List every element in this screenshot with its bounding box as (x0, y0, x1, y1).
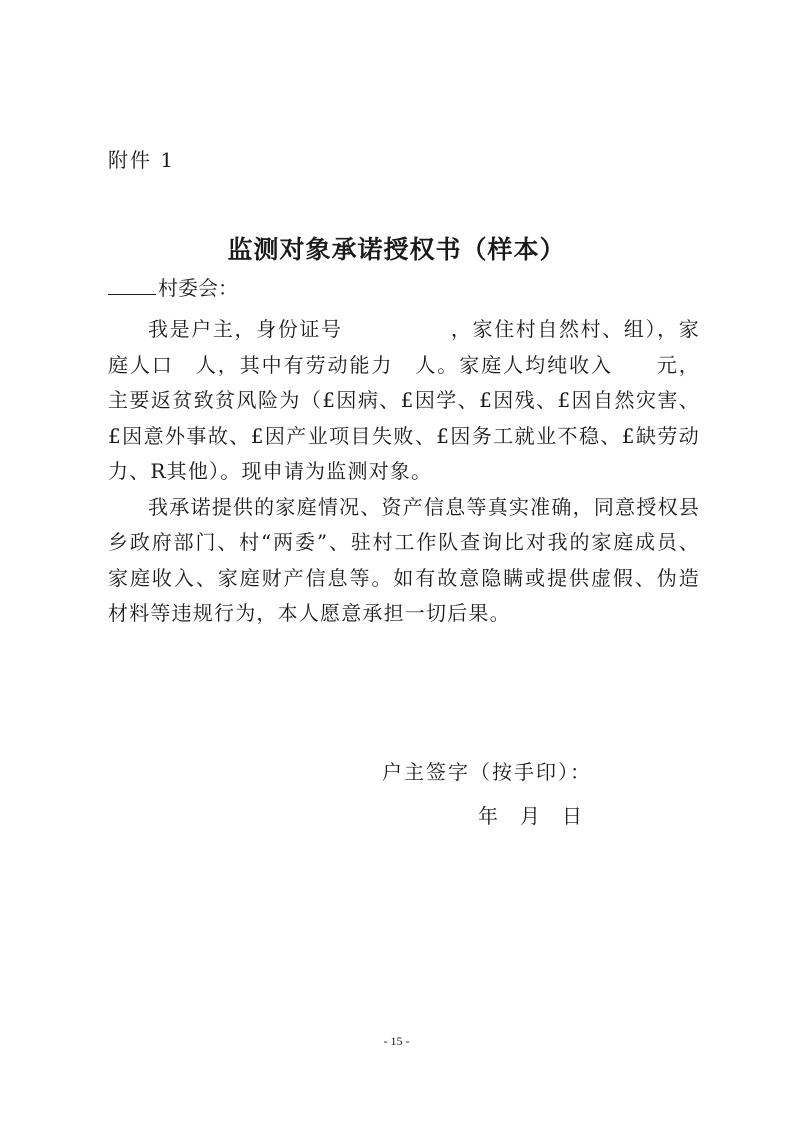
date-month: 月 (520, 804, 540, 828)
attachment-label: 附件 1 (108, 148, 176, 172)
document-body (108, 312, 700, 632)
date-day: 日 (562, 804, 582, 828)
date-year: 年 (478, 804, 498, 828)
signature-label: 户主签字（按手印）： (382, 760, 592, 784)
date-line (478, 800, 604, 829)
addressee-line (108, 272, 238, 304)
village-name-blank (108, 272, 156, 295)
document-title: 监测对象承诺授权书（样本） (227, 235, 566, 264)
paragraph-application: 我是户主，身份证号 ，家住村自然村、组），家庭人口 人，其中有劳动能力 人。家庭人均纯收入 元，主要返贫致贫风险为（£因病、£因学、£因残、£因自然灾害、£因意外事故、£因产业项目失败、£因务工就业不稳、£缺劳动力、R其他）。现申请为监测对象。 (108, 317, 700, 483)
paragraph-commitment: 我承诺提供的家庭情况、资产信息等真实准确，同意授权县乡政府部门、村“两委”、驻村工作队查询比对我的家庭成员、家庭收入、家庭财产信息等。如有故意隐瞒或提供虚假、伪造材料等违规行为，本人愿意承担一切后果。 (108, 494, 700, 625)
addressee-suffix: 村委会： (158, 276, 238, 300)
page-number: - 15 - (383, 1034, 410, 1048)
